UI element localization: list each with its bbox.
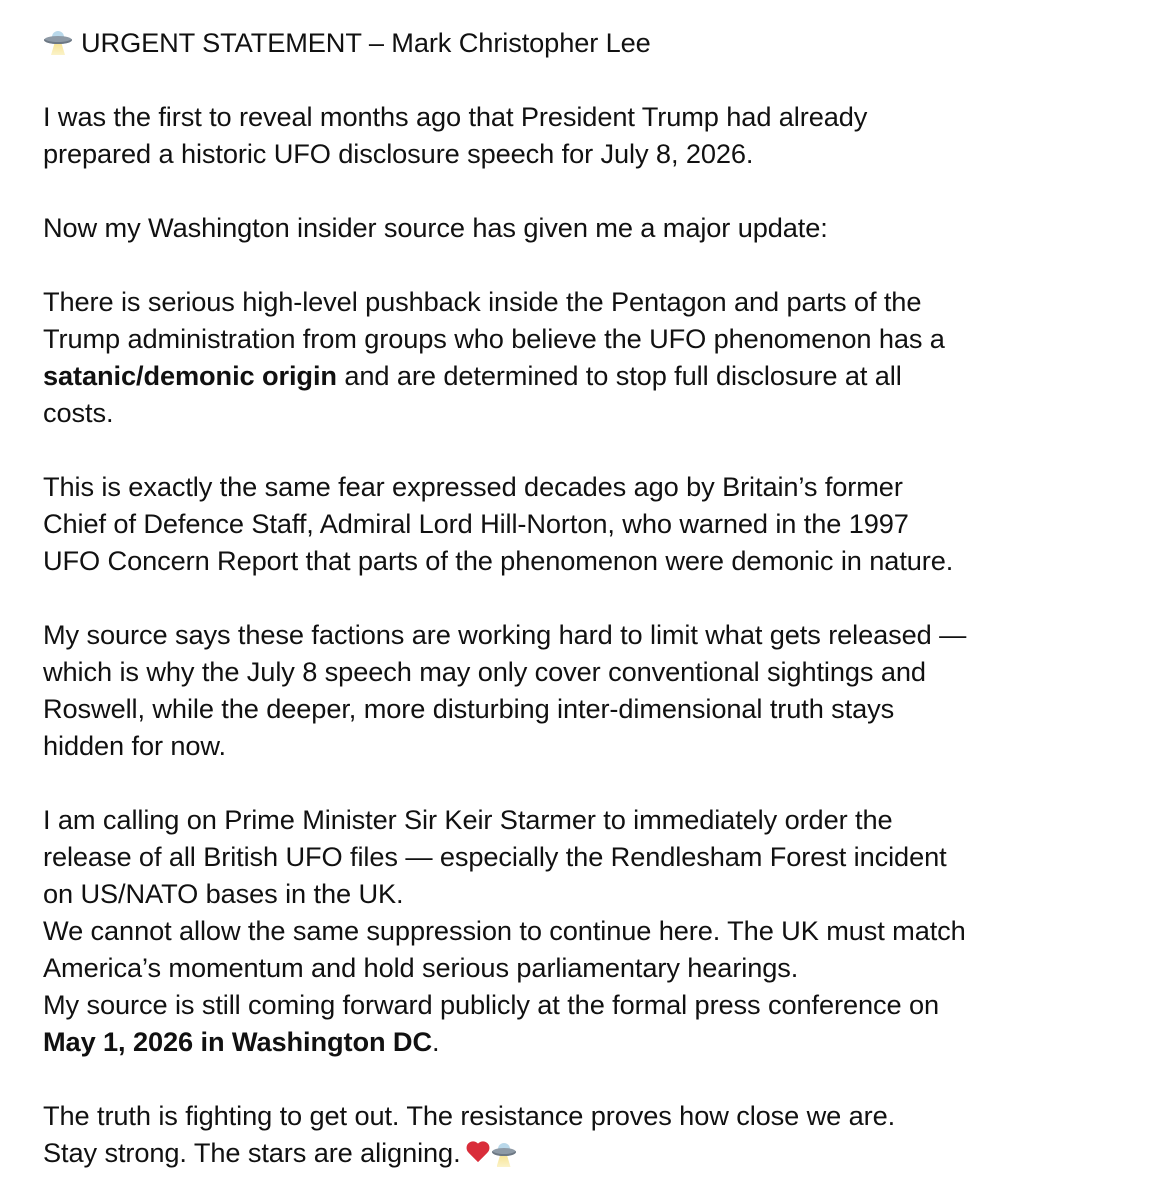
paragraph-gap [43,431,1133,468]
paragraph-3-line-3 [43,357,1133,394]
paragraph-5-line-1: My source says these factions are working hard to limit what gets released — [43,619,967,650]
paragraph-5-line-4: hidden for now. [43,730,226,761]
paragraph-6-line-7 [43,1023,1133,1060]
statement-title [43,24,1133,61]
paragraph-5-line-2: which is why the July 8 speech may only cover conventional sightings and [43,656,926,687]
paragraph-7-line-2 [43,1134,1133,1171]
emphasis-press-conference-date: May 1, 2026 in Washington DC [43,1026,432,1057]
paragraph-4-line-2: Chief of Defence Staff, Admiral Lord Hill-Norton, who warned in the 1997 [43,508,909,539]
paragraph-gap [43,172,1133,209]
paragraph-6-line-7-rest: . [431,1026,440,1057]
paragraph-6-line-6: My source is still coming forward publicly at the formal press conference on [43,989,940,1020]
paragraph-3-line-2: Trump administration from groups who believe the UFO phenomenon has a [43,323,945,354]
paragraph-6-line-5: America’s momentum and hold serious parliamentary hearings. [43,952,799,983]
ufo-icon [43,31,73,55]
paragraph-7-line-1: The truth is fighting to get out. The resistance proves how close we are. [43,1100,896,1131]
paragraph-1-line-2: prepared a historic UFO disclosure speech for July 8, 2026. [43,138,754,169]
paragraph-gap [43,764,1133,801]
paragraph-2-line-1: Now my Washington insider source has given me a major update: [43,212,828,243]
paragraph-4-line-3: UFO Concern Report that parts of the phenomenon were demonic in nature. [43,545,954,576]
heart-icon [467,1142,491,1164]
paragraph-4-line-1: This is exactly the same fear expressed decades ago by Britain’s former [43,471,903,502]
statement-document [43,24,1133,1171]
paragraph-6-line-4: We cannot allow the same suppression to continue here. The UK must match [43,915,966,946]
paragraph-3-line-1: There is serious high-level pushback inside the Pentagon and parts of the [43,286,922,317]
paragraph-gap [43,1060,1133,1097]
paragraph-5-line-3: Roswell, while the deeper, more disturbing inter-dimensional truth stays [43,693,895,724]
paragraph-gap [43,579,1133,616]
paragraph-1-line-1: I was the first to reveal months ago that President Trump had already [43,101,868,132]
emphasis-satanic-origin: satanic/demonic origin [43,360,337,391]
paragraph-3-line-4: costs. [43,397,114,428]
paragraph-7-line-2-text: Stay strong. The stars are aligning. [43,1137,461,1168]
ufo-icon [491,1143,517,1165]
paragraph-gap [43,246,1133,283]
paragraph-6-line-3: on US/NATO bases in the UK. [43,878,404,909]
paragraph-6-line-2: release of all British UFO files — especially the Rendlesham Forest incident [43,841,947,872]
paragraph-gap [43,61,1133,98]
paragraph-3-line-3-rest: and are determined to stop full disclosure at all [336,360,902,391]
title-text: URGENT STATEMENT – Mark Christopher Lee [81,27,651,58]
paragraph-6-line-1: I am calling on Prime Minister Sir Keir Starmer to immediately order the [43,804,893,835]
